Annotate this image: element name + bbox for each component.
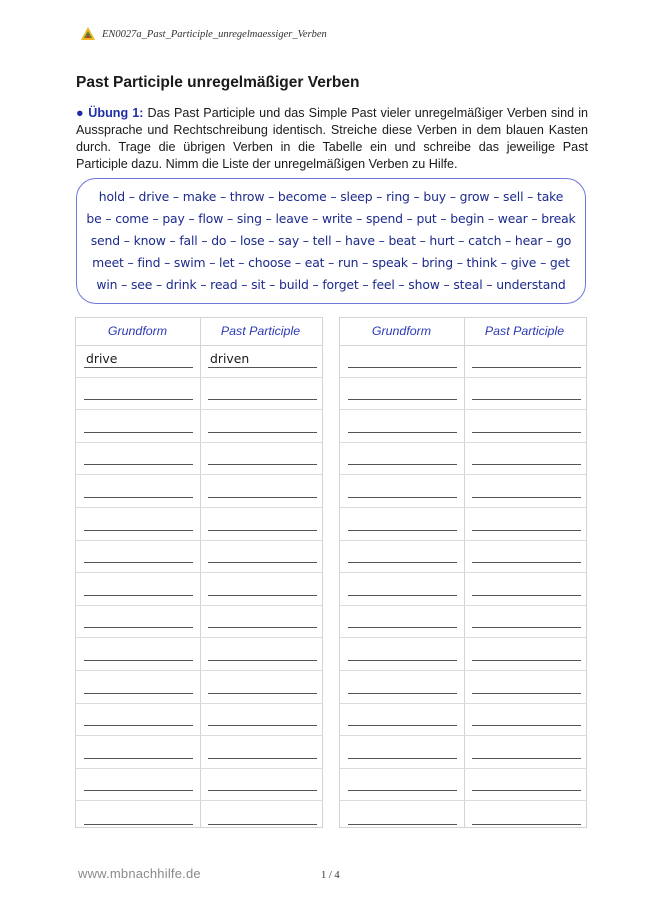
past-participle-cell[interactable] [472,475,581,507]
answer-underline [472,758,581,759]
past-participle-cell[interactable] [472,704,581,736]
grundform-cell[interactable] [348,801,457,834]
answer-underline [472,725,581,726]
past-participle-cell[interactable] [208,736,317,768]
past-participle-cell[interactable] [472,378,581,410]
answer-underline [84,725,193,726]
grundform-cell[interactable] [348,704,457,736]
answer-underline [84,399,193,400]
table-row [76,443,322,476]
grundform-cell[interactable] [348,638,457,670]
answer-underline [472,660,581,661]
page-number: 1 / 4 [321,870,340,881]
table-row [76,606,322,639]
grundform-cell[interactable] [84,769,193,801]
grundform-cell[interactable] [84,443,193,475]
table-row [76,541,322,574]
table-row [340,475,586,508]
answer-underline [208,464,317,465]
past-participle-cell[interactable] [208,378,317,410]
answer-underline [348,464,457,465]
answer-underline [208,725,317,726]
grundform-cell[interactable] [348,573,457,605]
answer-underline [84,790,193,791]
table-row [340,378,586,411]
answer-underline [208,758,317,759]
table-row [340,541,586,574]
past-participle-cell[interactable] [472,801,581,834]
grundform-cell[interactable] [84,704,193,736]
past-participle-cell[interactable] [472,573,581,605]
grundform-cell[interactable] [348,443,457,475]
answer-underline [208,497,317,498]
answer-underline [348,660,457,661]
answer-underline [84,758,193,759]
table-row [76,378,322,411]
past-participle-cell[interactable] [208,638,317,670]
grundform-cell[interactable] [84,378,193,410]
past-participle-cell[interactable] [208,345,317,377]
grundform-cell[interactable] [84,801,193,834]
answer-underline [208,693,317,694]
past-participle-cell[interactable] [208,606,317,638]
answer-underline [84,464,193,465]
answer-underline [472,497,581,498]
table-row [340,801,586,834]
page-title: Past Participle unregelmäßiger Verben [76,74,360,91]
verb-line: win – see – drink – read – sit – build – forget – feel – show – steal – understand [96,277,566,292]
table-row [76,671,322,704]
grundform-cell[interactable] [84,475,193,507]
past-participle-cell[interactable] [472,541,581,573]
past-participle-cell[interactable] [472,410,581,442]
grundform-cell[interactable] [348,475,457,507]
column-header-past-participle: Past Participle [220,324,301,338]
grundform-cell[interactable] [348,671,457,703]
answer-underline [348,693,457,694]
past-participle-cell[interactable] [208,573,317,605]
answer-underline [208,660,317,661]
answer-underline [348,725,457,726]
table-rows [76,345,322,834]
past-participle-cell[interactable] [208,541,317,573]
answer-underline [472,530,581,531]
table-row [340,671,586,704]
answer-underline [472,627,581,628]
grundform-cell[interactable] [348,410,457,442]
answer-underline [472,562,581,563]
answer-underline [208,530,317,531]
bullet-marker: ● [76,106,85,120]
past-participle-cell[interactable] [208,769,317,801]
table-row [340,606,586,639]
verb-table-right [339,317,587,828]
table-row [76,801,322,834]
answer-underline [348,627,457,628]
past-participle-cell[interactable] [208,475,317,507]
answer-underline [348,562,457,563]
table-row [340,410,586,443]
past-participle-cell[interactable] [208,443,317,475]
grundform-cell[interactable] [84,508,193,540]
answer-underline [208,790,317,791]
grundform-cell[interactable] [84,541,193,573]
table-row [340,704,586,737]
answer-underline [84,497,193,498]
answer-underline [348,824,457,825]
exercise-text: Das Past Participle und das Simple Past vieler unregelmäßiger Verben sind in Aussprache und Rechtschreibung identisch. Streiche diese Verben in dem blauen Kasten durch. Trage die übrigen Verben in die Tabelle ein und schreibe das jeweilige Past Participle dazu. Nimm die Liste der unregelmäßigen Verben zu Hilfe. [76,106,588,171]
table-row [76,704,322,737]
grundform-cell[interactable] [348,736,457,768]
column-header-grundform: Grundform [371,324,432,338]
table-row [340,345,586,378]
past-participle-cell[interactable] [208,704,317,736]
past-participle-cell[interactable] [208,508,317,540]
past-participle-cell[interactable] [472,638,581,670]
answer-text: driven [210,350,250,366]
grundform-cell[interactable] [84,638,193,670]
answer-underline [208,562,317,563]
table-row [76,573,322,606]
table-row [76,736,322,769]
column-header-past-participle: Past Participle [484,324,565,338]
verb-box [76,178,586,304]
grundform-cell[interactable] [348,378,457,410]
table-row [340,573,586,606]
table-row [340,736,586,769]
answer-underline [208,399,317,400]
answer-underline [348,790,457,791]
past-participle-cell[interactable] [208,801,317,834]
past-participle-cell[interactable] [208,410,317,442]
grundform-cell[interactable] [84,573,193,605]
answer-underline [472,432,581,433]
answer-underline [472,693,581,694]
answer-underline [472,790,581,791]
table-rows [340,345,586,834]
table-row [76,638,322,671]
verb-table-left [75,317,323,828]
answer-underline [472,824,581,825]
past-participle-cell[interactable] [472,769,581,801]
past-participle-cell[interactable] [472,443,581,475]
table-row [76,769,322,802]
answer-underline [348,432,457,433]
answer-underline [208,432,317,433]
past-participle-cell[interactable] [208,671,317,703]
answer-underline [84,530,193,531]
answer-underline [84,595,193,596]
grundform-cell[interactable] [348,769,457,801]
answer-underline [84,627,193,628]
table-row [76,508,322,541]
past-participle-cell[interactable] [472,736,581,768]
answer-underline [348,530,457,531]
answer-underline [472,399,581,400]
grundform-cell[interactable] [348,508,457,540]
footer-url: www.mbnachhilfe.de [78,866,201,881]
answer-underline [208,595,317,596]
verb-line: send – know – fall – do – lose – say – tell – have – beat – hurt – catch – hear – go [90,233,572,248]
answer-underline [208,824,317,825]
answer-underline [472,595,581,596]
header-filename: EN0027a_Past_Participle_unregelmaessiger_Verben [102,28,327,40]
answer-underline [348,497,457,498]
past-participle-cell[interactable] [472,606,581,638]
answer-underline [208,367,317,368]
grundform-cell[interactable] [84,345,193,377]
answer-underline [84,660,193,661]
table-row [340,443,586,476]
answer-underline [84,367,193,368]
answer-underline [84,562,193,563]
answer-underline [348,595,457,596]
answer-underline [84,432,193,433]
past-participle-cell[interactable] [472,345,581,377]
answer-underline [472,464,581,465]
exercise-label: Übung 1: [88,106,144,120]
table-row [76,410,322,443]
past-participle-cell[interactable] [472,508,581,540]
answer-underline [348,399,457,400]
exercise-instructions [76,105,588,173]
verb-line: be – come – pay – flow – sing – leave – write – spend – put – begin – wear – break [86,211,576,226]
grundform-cell[interactable] [348,541,457,573]
table-header [340,318,586,346]
verb-line: hold – drive – make – throw – become – sleep – ring – buy – grow – sell – take [98,189,564,204]
grundform-cell[interactable] [84,410,193,442]
answer-underline [84,693,193,694]
verb-line: meet – find – swim – let – choose – eat – run – speak – bring – think – give – get [92,255,570,270]
answer-underline [472,367,581,368]
answer-text: drive [86,350,118,366]
table-row [340,508,586,541]
table-row [340,638,586,671]
past-participle-cell[interactable] [472,671,581,703]
grundform-cell[interactable] [84,671,193,703]
table-row [76,475,322,508]
grundform-cell[interactable] [84,606,193,638]
table-row [76,345,322,378]
grundform-cell[interactable] [348,606,457,638]
answer-underline [208,627,317,628]
column-header-grundform: Grundform [107,324,168,338]
grundform-cell[interactable] [348,345,457,377]
triangle-logo-icon [80,26,96,42]
answer-underline [348,758,457,759]
table-row [340,769,586,802]
table-header [76,318,322,346]
grundform-cell[interactable] [84,736,193,768]
page-header [80,26,327,42]
answer-underline [84,824,193,825]
answer-underline [348,367,457,368]
